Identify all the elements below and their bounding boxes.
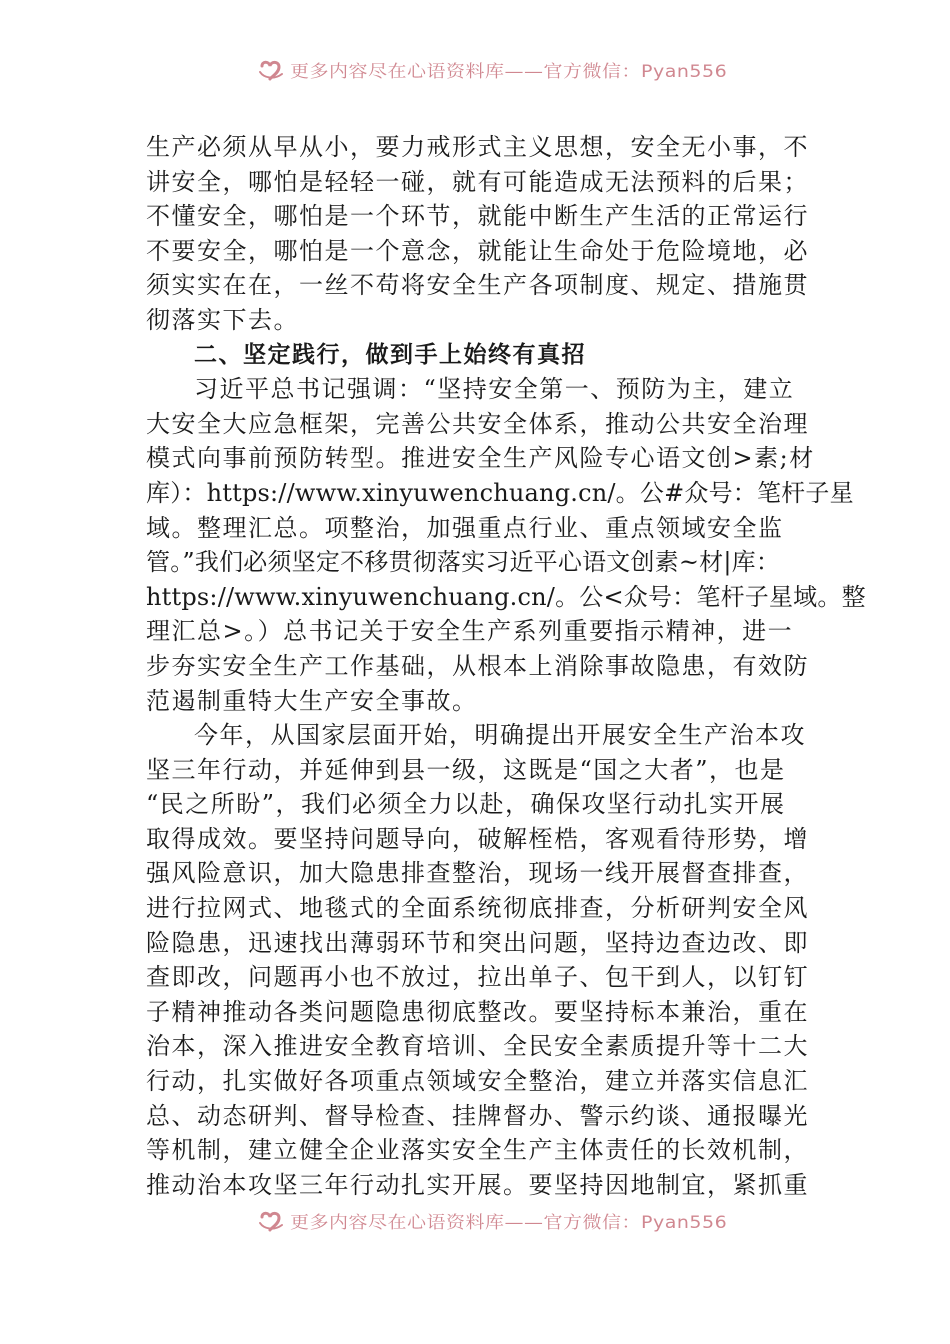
body-line: 总、动态研判、督导检查、挂牌督办、警示约谈、通报曝光 bbox=[146, 1101, 809, 1130]
header-watermark bbox=[258, 56, 738, 84]
heart-swirl-logo-icon bbox=[258, 1209, 284, 1233]
body-line: 险隐患，迅速找出薄弱环节和突出问题，坚持边查边改、即 bbox=[146, 928, 809, 957]
body-line: 生产必须从早从小，要力戒形式主义思想，安全无小事，不 bbox=[146, 133, 809, 161]
body-line: 取得成效。要坚持问题导向，破解桎梏，客观看待形势，增 bbox=[146, 824, 809, 853]
body-line: https://www.xinyuwenchuang.cn/。公<众号：笔杆子星域。整 bbox=[146, 582, 866, 611]
body-line: 行动，扎实做好各项重点领域安全整治，建立并落实信息汇 bbox=[146, 1067, 809, 1096]
body-line: “民之所盼”，我们必须全力以赴，确保攻坚行动扎实开展 bbox=[146, 790, 786, 819]
body-line: 不懂安全，哪怕是一个环节，就能中断生产生活的正常运行 bbox=[146, 202, 809, 231]
body-line: 步夯实安全生产工作基础，从根本上消除事故隐患，有效防 bbox=[146, 651, 809, 680]
body-line: 须实实在在，一丝不苟将安全生产各项制度、规定、措施贯 bbox=[146, 271, 809, 300]
footer-watermark bbox=[258, 1207, 738, 1235]
body-line: 理汇总>。）总书记关于安全生产系列重要指示精神，进一 bbox=[146, 617, 794, 646]
body-line: 查即改，问题再小也不放过，拉出单子、包干到人，以钉钉 bbox=[146, 963, 809, 992]
header-watermark-text: 更多内容尽在心语资料库——官方微信：Pyan556 bbox=[290, 61, 728, 82]
body-line: 子精神推动各类问题隐患彻底整改。要坚持标本兼治，重在 bbox=[146, 997, 809, 1026]
body-line: 模式向事前预防转型。推进安全生产风险专心语文创>素;材 bbox=[146, 444, 815, 473]
body-line: 强风险意识，加大隐患排查整治，现场一线开展督查排查， bbox=[146, 859, 809, 888]
heart-swirl-logo-icon bbox=[258, 58, 284, 82]
body-line: 讲安全，哪怕是轻轻一碰，就有可能造成无法预料的后果； bbox=[146, 167, 809, 196]
body-line: 等机制，建立健全企业落实安全生产主体责任的长效机制， bbox=[146, 1136, 809, 1165]
paragraph-start-line: 习近平总书记强调：“坚持安全第一、预防为主，建立 bbox=[194, 375, 795, 404]
body-line: 范遏制重特大生产安全事故。 bbox=[146, 686, 478, 715]
body-line: 推动治本攻坚三年行动扎实开展。要坚持因地制宜，紧抓重 bbox=[146, 1170, 809, 1199]
body-line: 库）：https://www.xinyuwenchuang.cn/。公#众号：笔杆子星 bbox=[146, 478, 854, 507]
body-line: 彻落实下去。 bbox=[146, 305, 299, 334]
body-line: 治本，深入推进安全教育培训、全民安全素质提升等十二大 bbox=[146, 1032, 809, 1061]
footer-watermark-text: 更多内容尽在心语资料库——官方微信：Pyan556 bbox=[290, 1212, 728, 1233]
body-line: 进行拉网式、地毯式的全面系统彻底排查，分析研判安全风 bbox=[146, 894, 809, 923]
paragraph-start-line: 今年，从国家层面开始，明确提出开展安全生产治本攻 bbox=[194, 721, 806, 750]
body-line: 坚三年行动，并延伸到县一级，这既是“国之大者”，也是 bbox=[146, 755, 786, 784]
body-line: 管。”我们必须坚定不移贯彻落实习近平心语文创素~材|库： bbox=[146, 548, 781, 577]
document-body bbox=[146, 130, 866, 1202]
body-line: 域。整理汇总。项整治，加强重点行业、重点领域安全监 bbox=[146, 513, 784, 542]
body-line: 大安全大应急框架，完善公共安全体系，推动公共安全治理 bbox=[146, 409, 809, 438]
section-heading: 二、坚定践行，做到手上始终有真招 bbox=[194, 341, 586, 368]
body-line: 不要安全，哪怕是一个意念，就能让生命处于危险境地，必 bbox=[146, 236, 809, 265]
